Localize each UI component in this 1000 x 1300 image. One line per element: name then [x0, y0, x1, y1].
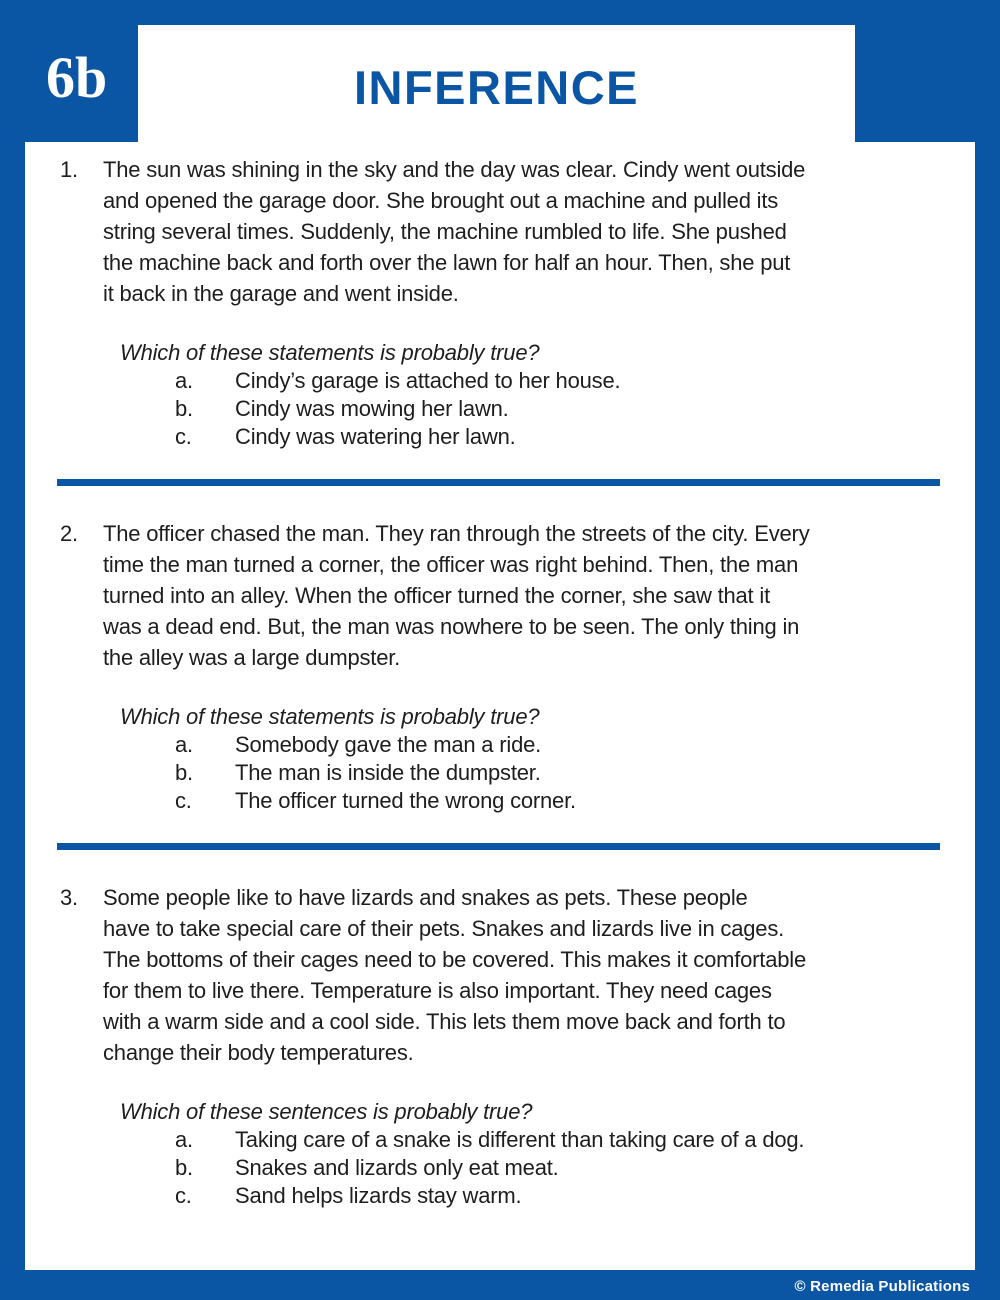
question-prompt: Which of these sentences is probably true?	[120, 1099, 533, 1124]
option-row	[120, 395, 975, 423]
passage-line: change their body temperatures.	[103, 1040, 414, 1065]
option-text: Cindy was watering her lawn.	[235, 424, 516, 449]
passage-line: have to take special care of their pets. Snakes and lizards live in cages.	[103, 916, 785, 941]
title-box	[138, 25, 855, 142]
option-text: Somebody gave the man a ride.	[235, 732, 542, 757]
option-row	[120, 423, 975, 451]
passage-line: Some people like to have lizards and snakes as pets. These people	[103, 885, 748, 910]
passage-section-3	[25, 882, 975, 1068]
question-block-3	[120, 1098, 975, 1210]
passage-line: the alley was a large dumpster.	[103, 645, 401, 670]
passage-section-1	[25, 154, 975, 309]
passage-text	[103, 154, 975, 309]
option-letter: b.	[175, 396, 193, 421]
lesson-badge: 6b	[46, 45, 108, 110]
passage-line: it back in the garage and went inside.	[103, 281, 459, 306]
passage-line: was a dead end. But, the man was nowhere to be seen. The only thing in	[103, 614, 800, 639]
question-prompt: Which of these statements is probably true?	[120, 704, 540, 729]
passage-line: with a warm side and a cool side. This lets them move back and forth to	[103, 1009, 786, 1034]
option-letter: b.	[175, 1155, 193, 1180]
option-row	[120, 731, 975, 759]
option-row	[120, 1126, 975, 1154]
passage-line: the machine back and forth over the lawn for half an hour. Then, she put	[103, 250, 791, 275]
passage-number: 1.	[60, 157, 78, 182]
copyright-text: © Remedia Publications	[794, 1278, 970, 1295]
section-divider	[57, 843, 940, 850]
passage-line: The bottoms of their cages need to be covered. This makes it comfortable	[103, 947, 807, 972]
passage-line: The sun was shining in the sky and the day was clear. Cindy went outside	[103, 157, 806, 182]
passage-line: and opened the garage door. She brought out a machine and pulled its	[103, 188, 779, 213]
page-title: INFERENCE	[353, 61, 640, 114]
passage-text	[103, 518, 975, 673]
passage-line: The officer chased the man. They ran through the streets of the city. Every	[103, 521, 810, 546]
option-text: The officer turned the wrong corner.	[235, 788, 576, 813]
worksheet-content	[25, 142, 975, 1270]
option-text: Cindy was mowing her lawn.	[235, 396, 509, 421]
option-letter: a.	[175, 1127, 193, 1152]
passage-line: time the man turned a corner, the officer was right behind. Then, the man	[103, 552, 799, 577]
option-text: Taking care of a snake is different than taking care of a dog.	[235, 1127, 805, 1152]
option-row	[120, 759, 975, 787]
passage-number: 3.	[60, 885, 78, 910]
option-text: Cindy’s garage is attached to her house.	[235, 368, 621, 393]
option-text: The man is inside the dumpster.	[235, 760, 541, 785]
passage-line: turned into an alley. When the officer turned the corner, she saw that it	[103, 583, 770, 608]
passage-section-2	[25, 518, 975, 673]
question-block-2	[120, 703, 975, 815]
question-prompt: Which of these statements is probably true?	[120, 340, 540, 365]
passage-line: string several times. Suddenly, the machine rumbled to life. She pushed	[103, 219, 787, 244]
option-text: Sand helps lizards stay warm.	[235, 1183, 522, 1208]
option-letter: c.	[175, 1183, 192, 1208]
section-divider	[57, 479, 940, 486]
option-row	[120, 787, 975, 815]
option-letter: c.	[175, 788, 192, 813]
option-letter: c.	[175, 424, 192, 449]
option-letter: a.	[175, 368, 193, 393]
option-text: Snakes and lizards only eat meat.	[235, 1155, 559, 1180]
passage-line: for them to live there. Temperature is also important. They need cages	[103, 978, 772, 1003]
option-row	[120, 1182, 975, 1210]
question-block-1	[120, 339, 975, 451]
passage-number: 2.	[60, 521, 78, 546]
option-row	[120, 367, 975, 395]
option-letter: b.	[175, 760, 193, 785]
option-row	[120, 1154, 975, 1182]
option-letter: a.	[175, 732, 193, 757]
passage-text	[103, 882, 975, 1068]
